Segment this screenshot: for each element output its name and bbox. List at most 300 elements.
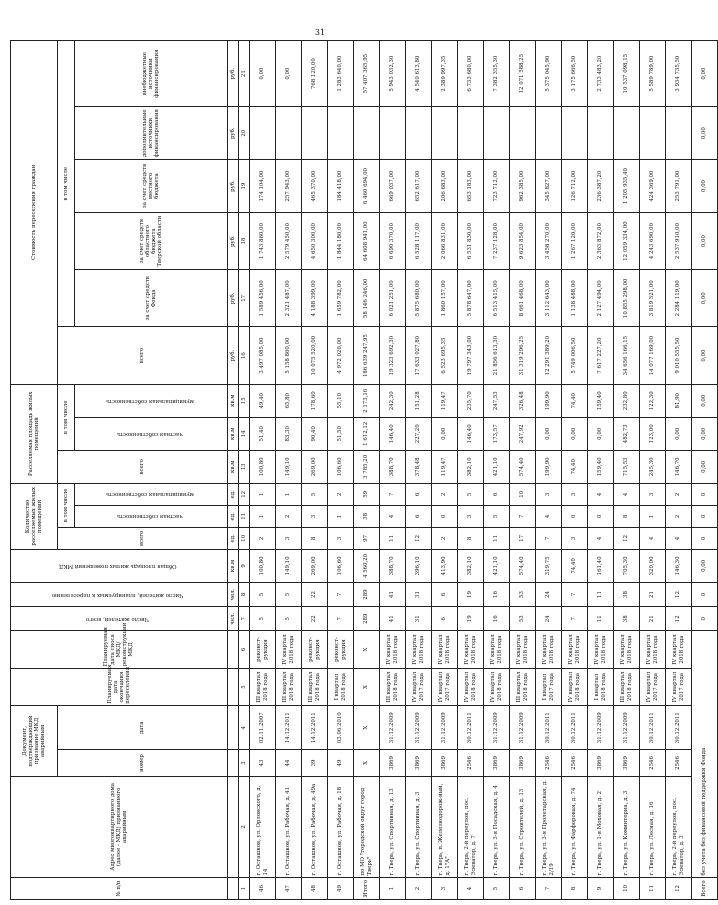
row-rooms-total: 12 xyxy=(614,527,640,549)
row-area-total: 574,40 xyxy=(510,450,536,483)
row-total-area: 319,75 xyxy=(536,549,562,582)
table-row xyxy=(666,41,692,900)
row-residents-planned: 289 xyxy=(354,582,380,606)
header-doc-date: дата xyxy=(58,706,228,750)
row-rooms-private: 6 xyxy=(406,505,432,527)
row-doc-number: 3869 xyxy=(588,750,614,776)
row-area-municipal: 74,40 xyxy=(562,384,588,417)
row-cost-additional xyxy=(276,107,302,160)
row-cost-fund: 2 321 487,00 xyxy=(276,270,302,327)
row-cost-regional: 2 579 450,00 xyxy=(276,212,302,269)
row-residents-planned: 24 xyxy=(536,582,562,606)
table-row xyxy=(328,41,354,900)
row-residents-planned: 6 xyxy=(432,582,458,606)
row-cost-extra: 3 934 735,50 xyxy=(666,41,692,107)
col-number: 19 xyxy=(239,160,250,213)
row-rooms-total: 17 xyxy=(510,527,536,549)
row-cost-additional xyxy=(432,107,458,160)
row-residents: 6 xyxy=(432,607,458,631)
row-residents-planned: 38 xyxy=(614,582,640,606)
row-number: 9 xyxy=(588,877,614,899)
header-residents-planned: Число жителей, планируемых к переселению xyxy=(11,582,228,606)
row-rooms-private: 8 xyxy=(614,505,640,527)
row-residents-planned: 19 xyxy=(458,582,484,606)
row-area-total: 715,53 xyxy=(614,450,640,483)
row-doc-number: 2546 xyxy=(536,750,562,776)
row-doc-date: 14.12.2011 xyxy=(302,706,328,750)
row-cost-regional: 2 537 910,00 xyxy=(666,212,692,269)
row-area-municipal: 55,10 xyxy=(328,384,354,417)
table-row xyxy=(458,41,484,900)
row-rooms-private: 2 xyxy=(666,505,692,527)
row-rooms-municipal: 3 xyxy=(640,483,666,505)
row-planned-demolish: реконст-рукция xyxy=(302,631,328,668)
row-cost-extra: 5 943 032,30 xyxy=(380,41,406,107)
row-area-municipal: 178,60 xyxy=(302,384,328,417)
header-planned-end: Планируемая дата окончания переселения xyxy=(11,668,228,705)
header-cost-local: за счет средств местного бюджета xyxy=(75,160,228,213)
row-residents: 5 xyxy=(250,607,276,631)
row-area-private: 90,40 xyxy=(302,417,328,450)
row-area-total: 421,10 xyxy=(484,450,510,483)
row-area-municipal: 119,47 xyxy=(432,384,458,417)
row-cost-local: 962 385,00 xyxy=(510,160,536,213)
row-area-private: 1 612,12 xyxy=(354,417,380,450)
header-doc-group: Документ, подтверждающий признание МКД аварийным xyxy=(11,706,58,776)
row-number: 4 xyxy=(458,877,484,899)
row-cost-additional xyxy=(406,107,432,160)
row-cost-regional: 4 243 690,00 xyxy=(640,212,666,269)
row-area-total: 3 785,20 xyxy=(354,450,380,483)
footer-cell: 0 xyxy=(692,582,718,606)
row-cost-total: 12 291 389,20 xyxy=(536,327,562,384)
row-cost-extra: 4 540 613,80 xyxy=(406,41,432,107)
row-residents-planned: 5 xyxy=(276,582,302,606)
row-address: г. Осташков, ул. Рабочая, д. 41 xyxy=(276,776,302,877)
row-cost-extra: 6 733 680,00 xyxy=(458,41,484,107)
header-rooms-group: Количество расселяемых жилых помещений xyxy=(11,483,58,549)
row-doc-date: 31.12.2009 xyxy=(484,706,510,750)
row-residents: 12 xyxy=(666,607,692,631)
row-planned-demolish: IV квартал 2018 года xyxy=(406,631,432,668)
row-rooms-municipal: 2 xyxy=(666,483,692,505)
row-residents-planned: 16 xyxy=(484,582,510,606)
row-total-area: 705,30 xyxy=(614,549,640,582)
row-area-municipal: 235,70 xyxy=(458,384,484,417)
row-cost-fund: 1 589 456,00 xyxy=(250,270,276,327)
row-planned-demolish: IV квартал 2018 года xyxy=(380,631,406,668)
row-cost-fund: 2 284 119,00 xyxy=(666,270,692,327)
row-total-area: 74,40 xyxy=(562,549,588,582)
row-rooms-municipal: 6 xyxy=(484,483,510,505)
row-address: г. Осташков, ул. Рабочая, д. 18 xyxy=(328,776,354,877)
row-cost-total: 19 323 692,30 xyxy=(380,327,406,384)
header-rooms-total: всего xyxy=(58,527,228,549)
row-rooms-private: 0 xyxy=(432,505,458,527)
footer-cell: 0,00 xyxy=(692,327,718,384)
row-cost-local: 236 387,20 xyxy=(588,160,614,213)
row-cost-additional xyxy=(640,107,666,160)
row-rooms-total: 12 xyxy=(406,527,432,549)
table-row xyxy=(432,41,458,900)
row-planned-demolish: IV квартал 2018 года xyxy=(484,631,510,668)
row-number: 49 xyxy=(328,877,354,899)
row-cost-fund: 8 661 468,00 xyxy=(510,270,536,327)
row-planned-demolish: IV квартал 2018 года xyxy=(588,631,614,668)
row-residents: 21 xyxy=(640,607,666,631)
row-cost-additional xyxy=(614,107,640,160)
row-cost-local: 669 037,00 xyxy=(380,160,406,213)
row-planned-demolish: IV квартал 2018 года xyxy=(536,631,562,668)
row-area-private: 123,00 xyxy=(640,417,666,450)
row-cost-fund: 1 659 782,00 xyxy=(328,270,354,327)
unit-cell: кв.м xyxy=(228,450,239,483)
unit-cell xyxy=(228,776,239,877)
row-area-total: 159,40 xyxy=(588,450,614,483)
row-area-total: 388,70 xyxy=(380,450,406,483)
row-address: г. Тверь, ул. Фарфоровая, д. 74 xyxy=(562,776,588,877)
table-body xyxy=(250,41,692,900)
row-rooms-private: 7 xyxy=(510,505,536,527)
row-residents: 16 xyxy=(484,607,510,631)
row-total-area: 413,90 xyxy=(432,549,458,582)
row-address: г. Осташков, ул. Рабочая, д. 49а xyxy=(302,776,328,877)
row-number: 5 xyxy=(484,877,510,899)
row-rooms-municipal: 4 xyxy=(614,483,640,505)
row-cost-total: 17 633 027,80 xyxy=(406,327,432,384)
row-doc-date: X xyxy=(354,706,380,750)
row-planned-demolish: реконст-рукция xyxy=(328,631,354,668)
row-cost-additional xyxy=(562,107,588,160)
row-rooms-municipal: 5 xyxy=(302,483,328,505)
row-cost-local: 424 369,00 xyxy=(640,160,666,213)
header-area-municipal: муниципальная собственность xyxy=(75,384,228,417)
header-address: Адрес многоквартирного дома (далее - МКД) признанного аварийным xyxy=(11,776,228,877)
row-doc-number: 2546 xyxy=(640,750,666,776)
row-doc-date: 31.12.2009 xyxy=(380,706,406,750)
row-area-private: 482,73 xyxy=(614,417,640,450)
col-number: 21 xyxy=(239,41,250,107)
row-area-total: 74,40 xyxy=(562,450,588,483)
row-address: г. Тверь, ул. Спортивная, д. 3 xyxy=(406,776,432,877)
row-cost-regional: 2 363 872,00 xyxy=(588,212,614,269)
row-cost-total: 14 077 169,00 xyxy=(640,327,666,384)
row-rooms-municipal: 2 xyxy=(328,483,354,505)
row-area-private: 0,00 xyxy=(588,417,614,450)
row-area-total: 199,90 xyxy=(536,450,562,483)
footer-cell: 0,00 xyxy=(692,107,718,160)
row-doc-date: 31.12.2009 xyxy=(432,706,458,750)
row-cost-additional xyxy=(536,107,562,160)
row-total-area: 100,80 xyxy=(250,549,276,582)
row-area-private: 227,20 xyxy=(406,417,432,450)
table-row xyxy=(302,41,328,900)
row-cost-additional xyxy=(380,107,406,160)
resettlement-table xyxy=(10,40,718,900)
row-residents-planned: 7 xyxy=(328,582,354,606)
row-total-area: 106,60 xyxy=(328,549,354,582)
row-cost-extra: 1 283 640,00 xyxy=(328,41,354,107)
row-residents-planned: 12 xyxy=(666,582,692,606)
row-residents-planned: 11 xyxy=(588,582,614,606)
row-doc-date: 02.11.2007 xyxy=(250,706,276,750)
row-number: 10 xyxy=(614,877,640,899)
row-planned-end: III квартал 2018 года xyxy=(510,668,536,705)
row-number: 11 xyxy=(640,877,666,899)
row-number: 46 xyxy=(250,877,276,899)
row-doc-date: 31.12.2009 xyxy=(406,706,432,750)
row-address: г. Тверь, ул. Коминтерна, д. 3 xyxy=(614,776,640,877)
footer-cell: 0,00 xyxy=(692,270,718,327)
row-area-total: 106,60 xyxy=(328,450,354,483)
row-total-area: 396,10 xyxy=(406,549,432,582)
row-rooms-private: 5 xyxy=(484,505,510,527)
row-doc-number: 3869 xyxy=(406,750,432,776)
row-rooms-municipal: 6 xyxy=(406,483,432,505)
row-residents-planned: 41 xyxy=(380,582,406,606)
row-area-total: 100,80 xyxy=(250,450,276,483)
row-area-private: 247,92 xyxy=(510,417,536,450)
row-area-municipal: 159,40 xyxy=(588,384,614,417)
col-number: 1 xyxy=(239,877,250,899)
row-rooms-municipal: 7 xyxy=(380,483,406,505)
footer-cell: 0,00 xyxy=(692,160,718,213)
row-cost-extra: 12 071 588,25 xyxy=(510,41,536,107)
header-no: № п/п xyxy=(11,877,228,899)
row-area-private: 0,00 xyxy=(432,417,458,450)
unit-cell: ед. xyxy=(228,527,239,549)
row-residents: 31 xyxy=(406,607,432,631)
row-area-private: 173,57 xyxy=(484,417,510,450)
row-number: 3 xyxy=(432,877,458,899)
col-number: 6 xyxy=(239,631,250,668)
row-total-area: 4 560,20 xyxy=(354,549,380,582)
header-area-private: частная собственность xyxy=(75,417,228,450)
row-address: г. Тверь, 2-й переулок, пос. Элеватор, д. 7 xyxy=(458,776,484,877)
row-planned-end: IV квартал 2018 года xyxy=(484,668,510,705)
unit-cell: кв.м xyxy=(228,384,239,417)
row-residents: 289 xyxy=(354,607,380,631)
row-address: г. Тверь, ул. 1-я Моховая, д. 2 xyxy=(588,776,614,877)
header-cost-fund: за счет средств Фонда xyxy=(75,270,228,327)
col-number: 5 xyxy=(239,668,250,705)
header-cost-additional: дополнительные источники финансирования xyxy=(75,107,228,160)
col-number: 13 xyxy=(239,450,250,483)
row-rooms-municipal: 59 xyxy=(354,483,380,505)
row-area-private: 0,00 xyxy=(562,417,588,450)
row-address: г. Тверь, ул. 3-я Пролетарская, д. 2/19 xyxy=(536,776,562,877)
row-doc-number: 3869 xyxy=(432,750,458,776)
row-cost-regional: 4 650 300,00 xyxy=(302,212,328,269)
footer-cell: 0 xyxy=(692,527,718,549)
row-address: г. Тверь, ул. Спортивная, д. 13 xyxy=(380,776,406,877)
row-planned-demolish: IV квартал 2018 года xyxy=(640,631,666,668)
row-cost-local: 257 943,00 xyxy=(276,160,302,213)
row-planned-end: IV квартал 2017 года xyxy=(432,668,458,705)
row-cost-total: 3 497 085,00 xyxy=(250,327,276,384)
col-number: 3 xyxy=(239,750,250,776)
rotated-table-area xyxy=(10,40,708,900)
row-rooms-total: 2 xyxy=(432,527,458,549)
row-number: 48 xyxy=(302,877,328,899)
row-cost-additional xyxy=(666,107,692,160)
row-doc-number: X xyxy=(354,750,380,776)
row-rooms-total: 8 xyxy=(302,527,328,549)
col-number: 2 xyxy=(239,776,250,877)
header-cost-incl: в том числе xyxy=(58,41,75,327)
row-rooms-private: 1 xyxy=(328,505,354,527)
row-cost-extra: 57 407 365,95 xyxy=(354,41,380,107)
row-area-total: 382,10 xyxy=(458,450,484,483)
header-area-total: всего xyxy=(58,450,228,483)
footer-cell: 0,00 xyxy=(692,41,718,107)
row-residents-planned: 22 xyxy=(302,582,328,606)
row-planned-demolish: IV квартал 2018 года xyxy=(458,631,484,668)
row-number: 6 xyxy=(510,877,536,899)
row-cost-regional: 7 237 128,00 xyxy=(484,212,510,269)
table-row xyxy=(588,41,614,900)
row-rooms-total: 8 xyxy=(458,527,484,549)
table-row xyxy=(484,41,510,900)
unit-cell xyxy=(228,631,239,668)
row-cost-additional xyxy=(302,107,328,160)
row-residents: 7 xyxy=(562,607,588,631)
row-area-municipal: 49,40 xyxy=(250,384,276,417)
row-residents-planned: 31 xyxy=(406,582,432,606)
row-cost-local: 723 712,00 xyxy=(484,160,510,213)
row-cost-extra: 7 382 355,30 xyxy=(484,41,510,107)
row-cost-extra: 5 589 789,00 xyxy=(640,41,666,107)
row-doc-number: 43 xyxy=(250,750,276,776)
row-cost-regional: 1 267 120,00 xyxy=(562,212,588,269)
footer-cell: 0 xyxy=(692,483,718,505)
header-planned-demolish: Планируемая дата сноса МКД/реконструкции МКД xyxy=(11,631,228,668)
row-rooms-private: 2 xyxy=(276,505,302,527)
row-cost-extra: 10 537 098,15 xyxy=(614,41,640,107)
row-cost-total: 5 158 860,00 xyxy=(276,327,302,384)
row-planned-end: IV квартал 2017 года xyxy=(640,668,666,705)
row-total-area: 388,70 xyxy=(380,549,406,582)
row-residents-planned: 5 xyxy=(250,582,276,606)
row-rooms-total: 3 xyxy=(276,527,302,549)
header-rooms-municipal: муниципальная собственность xyxy=(75,483,228,505)
footer-cell: 0 xyxy=(692,607,718,631)
units-row xyxy=(228,41,239,900)
row-cost-additional xyxy=(588,107,614,160)
row-rooms-private: 38 xyxy=(354,505,380,527)
row-area-private: 0,00 xyxy=(666,417,692,450)
row-doc-date: 31.12.2009 xyxy=(614,706,640,750)
row-doc-date: 30.12.2011 xyxy=(562,706,588,750)
row-number: 1 xyxy=(380,877,406,899)
col-number: 11 xyxy=(239,505,250,527)
row-number: Итого xyxy=(354,877,380,899)
row-rooms-total: 97 xyxy=(354,527,380,549)
table-row xyxy=(354,41,380,900)
row-planned-end: I квартал 2017 года xyxy=(536,668,562,705)
row-number: 12 xyxy=(666,877,692,899)
row-residents: 7 xyxy=(328,607,354,631)
row-planned-demolish: реконст-рукция xyxy=(250,631,276,668)
row-cost-fund: 2 127 494,00 xyxy=(588,270,614,327)
row-planned-demolish: IV квартал 2018 года xyxy=(614,631,640,668)
row-cost-local: 1 205 935,40 xyxy=(614,160,640,213)
row-cost-fund: 5 878 647,00 xyxy=(458,270,484,327)
row-doc-number: 44 xyxy=(276,750,302,776)
header-cost-total: всего xyxy=(58,327,228,384)
unit-cell: ед. xyxy=(228,505,239,527)
row-cost-regional: 3 458 270,00 xyxy=(536,212,562,269)
row-cost-additional xyxy=(354,107,380,160)
row-total-area: 320,00 xyxy=(640,549,666,582)
row-cost-fund: 6 513 415,00 xyxy=(484,270,510,327)
row-cost-fund: 5 875 680,00 xyxy=(406,270,432,327)
footer-cell: 0 xyxy=(692,505,718,527)
header-residents: Число жителей, всего xyxy=(11,607,228,631)
col-number: 16 xyxy=(239,327,250,384)
row-cost-extra: 3 175 666,50 xyxy=(562,41,588,107)
row-cost-additional xyxy=(484,107,510,160)
row-total-area: 146,30 xyxy=(666,549,692,582)
row-address: г. Тверь, ул. Строителей, д. 13 xyxy=(510,776,536,877)
unit-cell: руб. xyxy=(228,107,239,160)
row-cost-local: 653 183,00 xyxy=(458,160,484,213)
row-doc-date: 31.12.2009 xyxy=(588,706,614,750)
table-row xyxy=(510,41,536,900)
row-cost-local: 6 460 694,00 xyxy=(354,160,380,213)
row-area-municipal: 81,90 xyxy=(666,384,692,417)
row-cost-total: 19 797 343,00 xyxy=(458,327,484,384)
row-rooms-private: 4 xyxy=(536,505,562,527)
row-planned-demolish: IV квартал 2018 года xyxy=(666,631,692,668)
col-number: 15 xyxy=(239,384,250,417)
row-area-municipal: 242,30 xyxy=(380,384,406,417)
table-row xyxy=(380,41,406,900)
header-rooms-private: частная собственность xyxy=(75,505,228,527)
row-planned-demolish: IV квартал 2018 года xyxy=(432,631,458,668)
row-area-total: 119,47 xyxy=(432,450,458,483)
table-row xyxy=(406,41,432,900)
row-cost-regional: 6 531 830,00 xyxy=(458,212,484,269)
row-cost-additional xyxy=(328,107,354,160)
row-cost-extra: 2 389 997,35 xyxy=(432,41,458,107)
unit-cell: ед. xyxy=(228,483,239,505)
row-address: по МО "городской округ город Тверь" xyxy=(354,776,380,877)
row-cost-fund: 1 138 488,00 xyxy=(562,270,588,327)
row-cost-total: 6 523 695,35 xyxy=(432,327,458,384)
col-number: 7 xyxy=(239,607,250,631)
row-cost-regional: 6 690 370,00 xyxy=(380,212,406,269)
header-total-area: Общая площадь жилых помещений МКД xyxy=(11,549,228,582)
row-cost-fund: 6 021 251,00 xyxy=(380,270,406,327)
row-cost-total: 4 972 020,00 xyxy=(328,327,354,384)
unit-cell: руб. xyxy=(228,270,239,327)
row-area-total: 245,30 xyxy=(640,450,666,483)
row-cost-total: 21 856 613,30 xyxy=(484,327,510,384)
header-cost-extra: внебюджетные источники финансирования xyxy=(75,41,228,107)
row-residents: 24 xyxy=(536,607,562,631)
row-doc-number: 3869 xyxy=(380,750,406,776)
row-rooms-private: 3 xyxy=(302,505,328,527)
row-planned-end: I квартал 2018 года xyxy=(328,668,354,705)
row-cost-fund: 3 819 521,00 xyxy=(640,270,666,327)
row-doc-number: 3869 xyxy=(484,750,510,776)
row-rooms-municipal: 1 xyxy=(276,483,302,505)
row-cost-total: 7 617 227,20 xyxy=(588,327,614,384)
col-number: 12 xyxy=(239,483,250,505)
col-number: 9 xyxy=(239,549,250,582)
row-cost-fund: 10 855 298,00 xyxy=(614,270,640,327)
